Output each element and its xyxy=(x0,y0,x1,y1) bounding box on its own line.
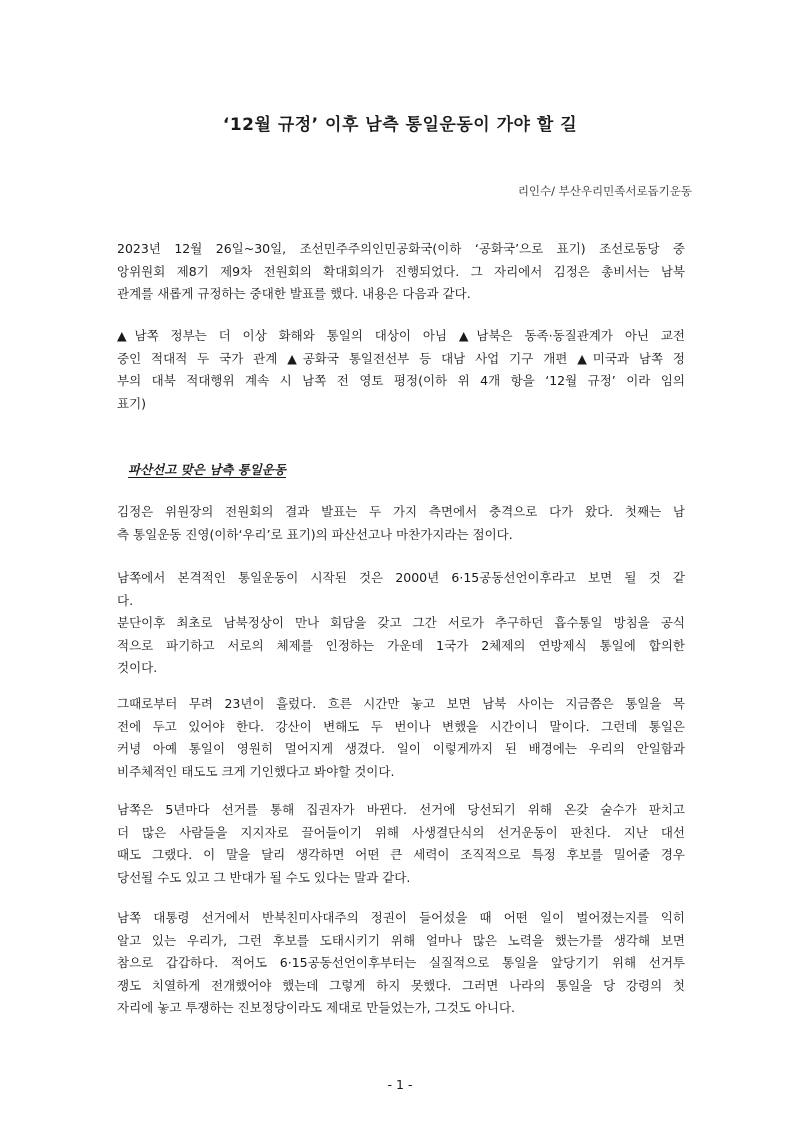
paragraph-3 xyxy=(117,693,685,783)
paragraph-line: 김정은 위원장의 전원회의 결과 발표는 두 가지 측면에서 충격으로 다가 왔다. 첫째는 남 xyxy=(117,504,685,519)
paragraph-line: 표기) xyxy=(117,395,147,411)
paragraph-line: 그때로부터 무려 23년이 흘렀다. 흐른 시간만 놓고 보면 남북 사이는 지금쯤은 통일을 목 xyxy=(117,696,685,711)
paragraph-4 xyxy=(117,799,685,889)
intro-paragraph xyxy=(117,238,685,306)
paragraph-line: 것이다. xyxy=(117,660,158,676)
paragraph-line: 분단이후 최초로 남북정상이 만나 회담을 갖고 그간 서로가 추구하던 흡수통일 방침을 공식 xyxy=(117,615,685,631)
page-number: - 1 - xyxy=(387,1077,413,1092)
paragraph-line: 2023년 12월 26일~30일, 조선민주주의인민공화국(이하 ‘공화국’으로 표기) 조선로동당 중 xyxy=(117,241,685,256)
paragraph-line: 남쪽 대통령 선거에서 반북친미사대주의 정권이 들어섰을 때 어떤 일이 벌어졌는지를 익히 xyxy=(117,910,685,925)
paragraph-line: 중인 적대적 두 국가 관계 ▲공화국 통일전선부 등 대남 사업 기구 개편 ▲미국과 남쪽 정 xyxy=(117,350,685,366)
paragraph-line: 전에 두고 있어야 한다. 강산이 변해도 두 번이나 변했을 시간이니 말이다. 그런데 통일은 xyxy=(117,718,685,734)
paragraph-line: 쟁도 치열하게 전개했어야 했는데 그렇게 하지 못했다. 그러면 나라의 통일을 당 강령의 첫 xyxy=(117,977,685,993)
paragraph-line: 알고 있는 우리가, 그런 후보를 도태시키기 위해 얼마나 많은 노력을 했는가를 생각해 보면 xyxy=(117,932,685,948)
paragraph-line: 당선될 수도 있고 그 반대가 될 수도 있다는 말과 같다. xyxy=(117,869,411,885)
paragraph-line: 참으로 갑갑하다. 적어도 6·15공동선언이후부터는 실질적으로 통일을 앞당기기 위해 선거투 xyxy=(117,955,685,971)
author-line: 리인수/ 부산우리민족서로돕기운동 xyxy=(517,184,692,198)
paragraph-1 xyxy=(117,501,685,546)
section-heading: 파산선고 맞은 남측 통일운동 xyxy=(128,462,286,477)
paragraph-line: 측 통일운동 진영(이하‘우리’로 표기)의 파산선고나 마찬가지라는 점이다. xyxy=(117,526,513,542)
paragraph-line: 앙위원회 제8기 제9차 전원회의 확대회의가 진행되었다. 그 자리에서 김정은 총비서는 남북 xyxy=(117,263,685,279)
summary-paragraph xyxy=(117,325,685,415)
paragraph-line: 관계를 새롭게 규정하는 중대한 발표를 했다. 내용은 다음과 같다. xyxy=(117,286,471,302)
paragraph-2 xyxy=(117,567,685,680)
paragraph-line: 커녕 아예 통일이 영원히 멀어지게 생겼다. 일이 이렇게까지 된 배경에는 우리의 안일함과 xyxy=(117,741,685,757)
paragraph-line: ▲남쪽 정부는 더 이상 화해와 통일의 대상이 아님 ▲남북은 동족·동질관계가 아닌 교전 xyxy=(117,328,685,343)
paragraph-line: 더 많은 사람들을 지지자로 끌어들이기 위해 사생결단식의 선거운동이 판친다. 지난 대선 xyxy=(117,824,685,840)
document-title: ‘12월 규정’ 이후 남측 통일운동이 가야 할 길 xyxy=(222,115,578,135)
paragraph-line: 때도 그랬다. 이 말을 달리 생각하면 어떤 큰 세력이 조직적으로 특정 후보를 밀어줄 경우 xyxy=(117,847,685,863)
paragraph-line: 비주체적인 태도도 크게 기인했다고 봐야할 것이다. xyxy=(117,763,395,779)
paragraph-line: 적으로 파기하고 서로의 체제를 인정하는 가운데 1국가 2체제의 연방제식 통일에 합의한 xyxy=(117,637,685,653)
paragraph-line: 남쪽에서 본격적인 통일운동이 시작된 것은 2000년 6·15공동선언이후라고 보면 될 것 같 xyxy=(117,570,685,585)
paragraph-line: 다. xyxy=(117,592,134,608)
paragraph-line: 부의 대북 적대행위 계속 시 남쪽 전 영토 평정(이하 위 4개 항을 ‘12월 규정’ 이라 임의 xyxy=(117,373,685,389)
paragraph-line: 남쪽은 5년마다 선거를 통해 집권자가 바뀐다. 선거에 당선되기 위해 온갖 술수가 판치고 xyxy=(117,802,685,817)
paragraph-line: 자리에 놓고 투쟁하는 진보정당이라도 제대로 만들었는가, 그것도 아니다. xyxy=(117,1000,516,1016)
paragraph-5 xyxy=(117,907,685,1020)
